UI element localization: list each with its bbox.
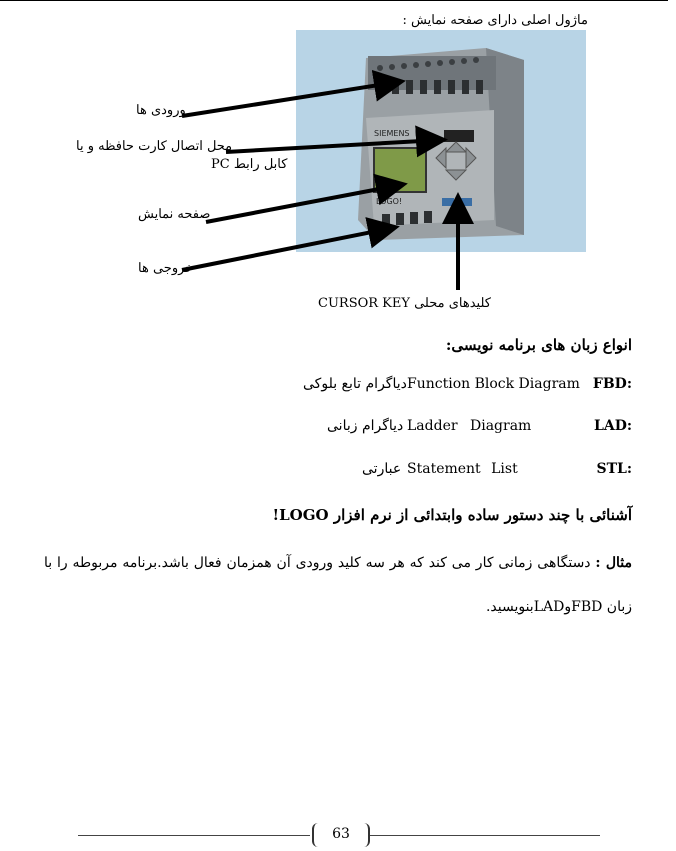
footer-rule-right — [370, 835, 600, 836]
fbd-persian: دیاگرام تابع بلوکی — [303, 376, 407, 392]
stl-code: STL: — [596, 461, 632, 477]
lad-persian: دیاگرام زبانی — [327, 418, 404, 434]
heading-logo-intro: آشنائی با چند دستور ساده وابتدائی از نرم افزار LOGO! — [272, 506, 632, 524]
heading-language-types: انواع زبان های برنامه نویسی: — [445, 336, 632, 354]
lad-code: LAD: — [593, 418, 632, 434]
example-label: مثال : — [595, 555, 633, 571]
stl-english: Statement List — [407, 461, 518, 477]
footer-rule-left — [78, 835, 310, 836]
fbd-code: FBD: — [592, 376, 632, 392]
plc-module-icon — [296, 30, 586, 252]
top-rule — [0, 0, 668, 1]
page-number: 63 — [332, 826, 350, 842]
callout-inputs: ورودی ها — [136, 103, 186, 118]
brand-lettering: SIEMENS — [374, 129, 410, 138]
fbd-english: Function Block Diagram — [407, 376, 580, 392]
example-text: دستگاهی زمانی کار می کند که هر سه کلید ورودی آن همزمان فعال باشد.برنامه مربوطه را با زبان FBDوLADبنویسید. — [44, 555, 632, 615]
model-lettering: LOGO! — [376, 197, 403, 206]
callout-pc-cable: کابل رابط PC — [211, 157, 288, 172]
callout-cursor-keys: کلیدهای محلی CURSOR KEY — [318, 296, 491, 311]
callout-card-slot: محل اتصال کارت حافظه و یا — [76, 139, 233, 154]
photo-caption: ماژول اصلی دارای صفحه نمایش : — [402, 13, 588, 28]
lad-english: Ladder Diagram — [407, 418, 532, 434]
stl-persian: عبارتی — [362, 461, 402, 477]
example-paragraph — [44, 541, 632, 629]
callout-display: صفحه نمایش — [138, 207, 211, 222]
callout-outputs: خروجی ها — [138, 261, 194, 276]
